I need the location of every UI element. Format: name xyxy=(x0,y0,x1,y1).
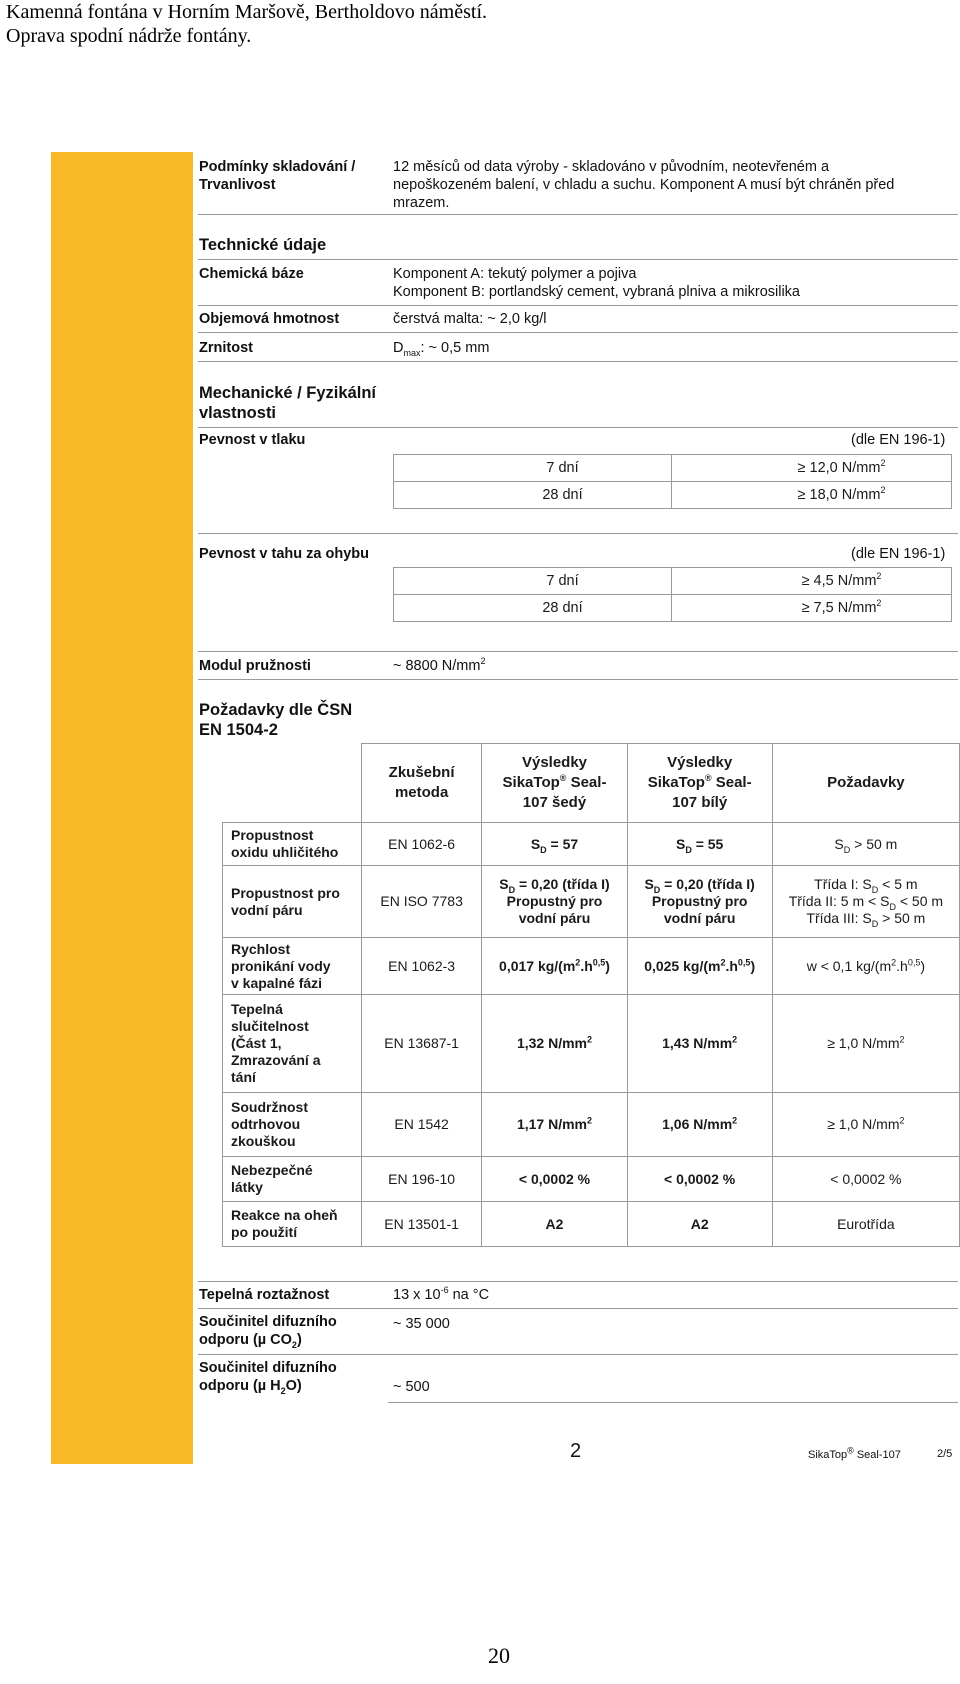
reg-mark: ® xyxy=(704,773,712,783)
col-grey xyxy=(482,744,627,823)
compress-age: 7 dní xyxy=(394,455,672,482)
table-row xyxy=(223,1202,960,1247)
part: SikaTop xyxy=(808,1449,848,1461)
col-grey-text: Seal- xyxy=(566,774,607,791)
sub: D xyxy=(540,844,547,855)
storage-text-line: nepoškozeném balení, v chladu a suchu. Komponent A musí být chráněn před xyxy=(393,177,895,193)
co2-label xyxy=(199,1313,337,1349)
sub: D xyxy=(889,901,896,912)
req-heading-line: EN 1504-2 xyxy=(199,721,278,739)
chem-value xyxy=(393,265,800,301)
row-label-line: (Část 1, xyxy=(231,1035,282,1051)
chem-line: Komponent A: tekutý polymer a pojiva xyxy=(393,266,637,282)
sd-val: = 55 xyxy=(691,835,724,852)
row-grey xyxy=(482,938,627,995)
row-label xyxy=(223,1093,362,1157)
sd: S xyxy=(499,876,509,892)
row-label-line: látky xyxy=(231,1179,263,1195)
row-white xyxy=(627,866,772,938)
row-method: EN 1542 xyxy=(361,1093,482,1157)
row-label-line: zkouškou xyxy=(231,1133,296,1149)
table-row xyxy=(223,823,960,866)
requirements-table xyxy=(222,743,960,1247)
footer-number: 2 xyxy=(570,1440,582,1462)
row-label-line: Nebezpečné xyxy=(231,1162,313,1178)
row-label-line: slučitelnost xyxy=(231,1018,309,1034)
part: 1,17 N/mm xyxy=(516,1116,588,1132)
row-grey-line: Propustný pro xyxy=(506,893,603,909)
mech-heading-line: Mechanické / Fyzikální xyxy=(199,384,376,402)
part: .h xyxy=(580,957,593,974)
row-label-line: odtrhovou xyxy=(231,1116,301,1132)
flex-value-text: ≥ 7,5 N/mm xyxy=(801,600,877,616)
row-method: EN 1062-3 xyxy=(361,938,482,995)
divider xyxy=(198,214,958,215)
col-method-line: metoda xyxy=(394,784,449,801)
table-row xyxy=(223,744,960,823)
row-label xyxy=(223,866,362,938)
mech-heading xyxy=(199,383,376,423)
row-label xyxy=(223,1202,362,1247)
table-row xyxy=(223,1157,960,1202)
sub: 2 xyxy=(280,1385,286,1396)
sub: D xyxy=(843,844,851,855)
grain-d: D xyxy=(393,340,404,356)
row-label-line: Propustnost pro xyxy=(231,884,340,901)
h2o-value: ~ 500 xyxy=(393,1379,430,1395)
row-label xyxy=(223,823,362,866)
storage-text-line: mrazem. xyxy=(393,195,450,211)
h2o-label-line: Součinitel difuzního xyxy=(199,1360,337,1376)
col-white-text: SikaTop xyxy=(647,774,705,791)
sup: 2 xyxy=(575,956,581,967)
row-label-line: Zmrazování a xyxy=(231,1052,321,1068)
part: 13 x 10 xyxy=(393,1287,441,1303)
modulus-value xyxy=(393,657,485,675)
row-grey: < 0,0002 % xyxy=(482,1157,627,1202)
part: w < 0,1 kg/(m xyxy=(806,957,892,974)
storage-text xyxy=(393,158,894,212)
divider xyxy=(388,1402,958,1403)
part: Seal-107 xyxy=(853,1449,901,1461)
header-line-2: Oprava spodní nádrže fontány. xyxy=(6,25,252,47)
row-req xyxy=(772,823,959,866)
sup: 2 xyxy=(876,571,882,582)
col-grey-text: 107 šedý xyxy=(522,794,587,811)
part: 1,32 N/mm xyxy=(516,1035,588,1051)
storage-label-line: Podmínky skladování / xyxy=(199,159,356,175)
row-label-line: Tepelná xyxy=(231,1001,283,1017)
compress-age: 28 dní xyxy=(394,482,672,509)
part: na °C xyxy=(448,1287,490,1303)
row-grey xyxy=(482,1093,627,1157)
sub: D xyxy=(871,918,879,929)
row-label-line: po použití xyxy=(231,1224,298,1240)
row-grey-line: vodní páru xyxy=(518,910,591,926)
sup: 0,5 xyxy=(592,956,606,967)
grain-sub: max xyxy=(403,347,421,358)
row-white: < 0,0002 % xyxy=(627,1157,772,1202)
row-req xyxy=(772,1093,959,1157)
compress-table xyxy=(393,454,952,509)
sd: S xyxy=(530,835,541,852)
co2-label-line: Součinitel difuzního xyxy=(199,1314,337,1330)
divider xyxy=(198,305,958,306)
chem-label: Chemická báze xyxy=(199,266,304,282)
row-req xyxy=(772,866,959,938)
h2o-label xyxy=(199,1359,337,1395)
part: odporu (µ CO xyxy=(199,1332,292,1348)
row-label-line: Reakce na oheň xyxy=(231,1207,338,1223)
divider xyxy=(198,1281,958,1282)
col-method xyxy=(361,744,482,823)
yellow-sidebar-band xyxy=(51,152,193,1464)
sup: 0,5 xyxy=(907,956,921,967)
row-method: EN 13501-1 xyxy=(361,1202,482,1247)
divider xyxy=(198,427,958,428)
row-req: Eurotřída xyxy=(772,1202,959,1247)
header-blank xyxy=(223,744,362,823)
col-method-line: Zkušební xyxy=(388,764,455,781)
part: ≥ 1,0 N/mm xyxy=(827,1116,900,1132)
divider xyxy=(198,1308,958,1309)
flex-table xyxy=(393,567,952,622)
row-white-line: vodní páru xyxy=(663,910,736,926)
exp-value xyxy=(393,1286,489,1304)
row-label-line: Propustnost xyxy=(231,827,314,843)
footer-page: 2/5 xyxy=(937,1448,953,1460)
co2-value: ~ 35 000 xyxy=(393,1316,450,1332)
sup: 0,5 xyxy=(737,956,751,967)
divider xyxy=(198,259,958,260)
part: 1,43 N/mm xyxy=(662,1035,733,1051)
flex-norm: (dle EN 196-1) xyxy=(851,546,946,562)
row-label xyxy=(223,938,362,995)
col-res: Výsledky xyxy=(521,754,588,771)
row-label-line: oxidu uhličitého xyxy=(231,844,339,860)
compress-value xyxy=(672,482,952,509)
sup: 2 xyxy=(899,1034,905,1045)
row-label-line: tání xyxy=(231,1069,256,1085)
reg-mark: ® xyxy=(847,1445,854,1456)
grain-rest: : ~ 0,5 mm xyxy=(420,340,490,356)
part: ≥ 1,0 N/mm xyxy=(827,1035,900,1051)
row-method: EN 196-10 xyxy=(361,1157,482,1202)
row-white xyxy=(627,823,772,866)
document-header xyxy=(6,0,487,48)
page-number: 20 xyxy=(488,1643,510,1668)
sup: 2 xyxy=(876,598,882,609)
compress-norm: (dle EN 196-1) xyxy=(851,432,946,448)
divider xyxy=(198,679,958,680)
col-res: Výsledky xyxy=(667,754,733,771)
col-req: Požadavky xyxy=(772,744,959,823)
storage-label xyxy=(199,158,355,194)
table-row xyxy=(223,866,960,938)
sub: D xyxy=(871,884,879,895)
row-label-line: Rychlost xyxy=(231,940,291,957)
sup: 2 xyxy=(480,656,486,667)
sub: D xyxy=(508,884,516,895)
flex-age: 7 dní xyxy=(394,568,672,595)
row-method: EN 1062-6 xyxy=(361,823,482,866)
reg-mark: ® xyxy=(559,773,567,783)
req-part: Třída I: S xyxy=(814,876,872,892)
part: .h xyxy=(725,957,738,974)
row-white-line: Propustný pro xyxy=(651,893,748,909)
col-white xyxy=(627,744,772,823)
row-label-line: Soudržnost xyxy=(231,1099,308,1115)
footer-brand xyxy=(808,1445,901,1461)
req-part: Třída III: S xyxy=(806,910,872,926)
part: odporu (µ H xyxy=(199,1378,281,1394)
row-req xyxy=(772,995,959,1093)
part: ) xyxy=(750,957,756,974)
grain-value xyxy=(393,339,489,357)
req-part: Třída II: 5 m < S xyxy=(788,893,890,909)
row-white xyxy=(627,938,772,995)
req-part: > 50 m xyxy=(878,910,926,926)
compress-value xyxy=(672,455,952,482)
compress-value-text: ≥ 12,0 N/mm xyxy=(797,460,881,476)
flex-value xyxy=(672,595,952,622)
sup: 2 xyxy=(880,458,886,469)
row-white xyxy=(627,995,772,1093)
divider xyxy=(198,332,958,333)
row-req xyxy=(772,938,959,995)
compress-label: Pevnost v tlaku xyxy=(199,432,306,448)
part: O) xyxy=(285,1378,302,1394)
modulus-label: Modul pružnosti xyxy=(199,658,311,674)
row-label-line: v kapalné fázi xyxy=(231,974,323,991)
modulus-text: ~ 8800 N/mm xyxy=(393,658,481,674)
part: ) xyxy=(605,957,610,974)
row-white xyxy=(627,1093,772,1157)
table-row xyxy=(394,455,952,482)
req-heading-line: Požadavky dle ČSN xyxy=(199,701,353,719)
table-row xyxy=(394,595,952,622)
row-req: < 0,0002 % xyxy=(772,1157,959,1202)
req-heading xyxy=(199,700,352,740)
sub: D xyxy=(685,844,692,855)
header-line-1: Kamenná fontána v Horním Maršově, Bertholdovo náměstí. xyxy=(6,1,487,23)
storage-text-line: 12 měsíců od data výroby - skladováno v původním, neotevřeném a xyxy=(393,159,830,175)
table-row xyxy=(223,995,960,1093)
sd: S xyxy=(644,876,654,892)
density-value: čerstvá malta: ~ 2,0 kg/l xyxy=(393,311,547,327)
compress-value-text: ≥ 18,0 N/mm xyxy=(797,487,881,503)
part: ) xyxy=(296,1332,302,1348)
sd: S xyxy=(834,835,844,852)
req-part: < 50 m xyxy=(895,893,944,909)
row-label xyxy=(223,1157,362,1202)
part: 0,017 kg/(m xyxy=(499,957,576,974)
part: .h xyxy=(896,957,908,974)
row-grey xyxy=(482,823,627,866)
sd-val: = 0,20 (třída I) xyxy=(515,876,610,892)
divider xyxy=(198,651,958,652)
part: ) xyxy=(920,957,926,974)
divider xyxy=(198,1354,958,1355)
tech-heading: Technické údaje xyxy=(199,236,327,254)
storage-label-line: Trvanlivost xyxy=(199,177,276,193)
flex-age: 28 dní xyxy=(394,595,672,622)
part: 0,025 kg/(m xyxy=(644,957,721,974)
exp-label: Tepelná roztažnost xyxy=(199,1287,330,1303)
req-part: < 5 m xyxy=(878,876,918,892)
table-row xyxy=(223,1093,960,1157)
sd: S xyxy=(675,835,686,852)
col-white-text: 107 bílý xyxy=(672,794,728,811)
col-grey-text: SikaTop xyxy=(502,774,560,791)
table-row xyxy=(394,568,952,595)
row-label xyxy=(223,995,362,1093)
part: 1,06 N/mm xyxy=(662,1116,733,1132)
density-label: Objemová hmotnost xyxy=(199,311,340,327)
sup: 2 xyxy=(587,1034,593,1045)
row-method: EN 13687-1 xyxy=(361,995,482,1093)
sup: 2 xyxy=(732,1034,738,1045)
flex-value-text: ≥ 4,5 N/mm xyxy=(801,573,877,589)
sub: 2 xyxy=(291,1339,297,1350)
divider xyxy=(198,533,958,534)
divider xyxy=(198,361,958,362)
row-grey: A2 xyxy=(482,1202,627,1247)
sup: 2 xyxy=(891,956,897,967)
sub: D xyxy=(653,884,661,895)
row-label-line: vodní páru xyxy=(231,901,303,918)
row-label-line: pronikání vody xyxy=(231,957,331,974)
sd-val: = 0,20 (třída I) xyxy=(660,876,755,892)
sup: -6 xyxy=(440,1285,449,1296)
row-method: EN ISO 7783 xyxy=(361,866,482,938)
chem-line: Komponent B: portlandský cement, vybraná plniva a mikrosilika xyxy=(393,284,800,300)
mech-heading-line: vlastnosti xyxy=(199,404,277,422)
flex-value xyxy=(672,568,952,595)
row-white: A2 xyxy=(627,1202,772,1247)
row-grey xyxy=(482,866,627,938)
sd-val: > 50 m xyxy=(850,835,898,852)
sup: 2 xyxy=(720,956,726,967)
sup: 2 xyxy=(880,485,886,496)
table-row xyxy=(223,938,960,995)
sd-val: = 57 xyxy=(546,835,579,852)
row-grey xyxy=(482,995,627,1093)
sup: 2 xyxy=(732,1115,738,1126)
sup: 2 xyxy=(587,1115,593,1126)
flex-label: Pevnost v tahu za ohybu xyxy=(199,546,369,562)
col-white-text: Seal- xyxy=(711,774,752,791)
table-row xyxy=(394,482,952,509)
sup: 2 xyxy=(899,1115,905,1126)
grain-label: Zrnitost xyxy=(199,340,253,356)
